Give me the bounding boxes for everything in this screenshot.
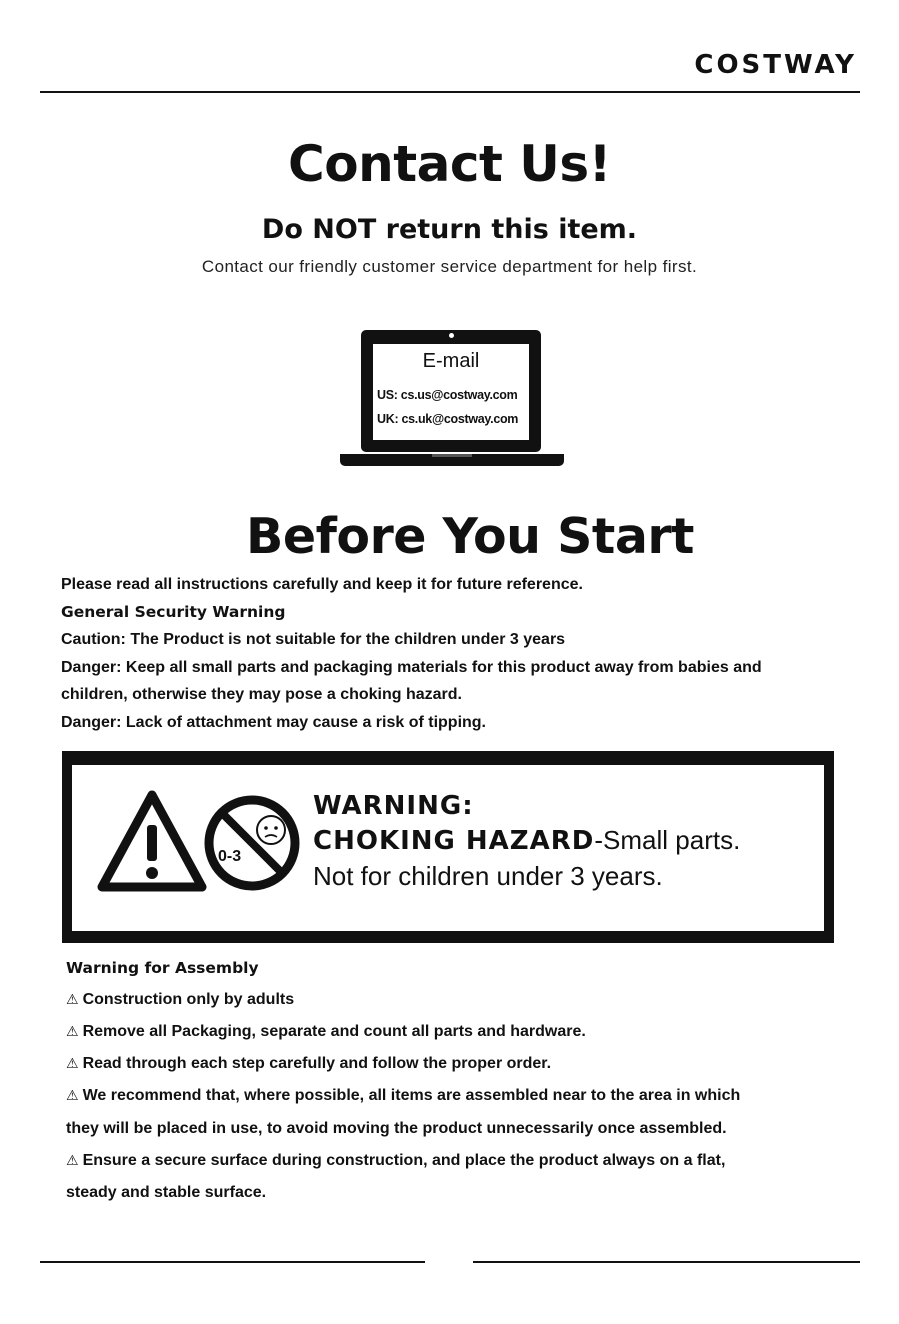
no-children-icon	[209, 800, 295, 886]
assembly-item: ⚠ Ensure a secure surface during construction, and place the product always on a flat,	[66, 1152, 726, 1169]
email-card	[373, 344, 529, 440]
danger-line: Danger: Keep all small parts and packaging materials for this product away from babies and	[61, 659, 762, 676]
email-us[interactable]: US: cs.us@costway.com	[377, 388, 518, 402]
do-not-return-heading: Do NOT return this item.	[261, 214, 638, 245]
brand-logo: COSTWAY	[694, 50, 857, 80]
choking-hazard-line	[313, 825, 740, 856]
danger-line-cont: children, otherwise they may pose a choking hazard.	[61, 686, 462, 703]
caution-line: Caution: The Product is not suitable for the children under 3 years	[61, 631, 566, 648]
email-uk[interactable]: UK: cs.uk@costway.com	[377, 412, 519, 426]
assembly-item: ⚠ We recommend that, where possible, all items are assembled near to the area in which	[66, 1087, 741, 1104]
warning-triangle-icon: ⚠	[66, 1153, 79, 1169]
before-you-start-title: Before You Start	[246, 508, 694, 565]
warning-icons	[72, 765, 302, 931]
warning-title: WARNING:	[313, 791, 474, 821]
warning-triangle-icon: ⚠	[66, 1024, 79, 1040]
warning-triangle-icon: ⚠	[66, 1056, 79, 1072]
assembly-item-cont: they will be placed in use, to avoid moving the product unnecessarily once assembled.	[66, 1120, 727, 1137]
contact-title: Contact Us!	[288, 135, 611, 193]
assembly-warning-heading: Warning for Assembly	[66, 959, 259, 977]
contact-note: Contact our friendly customer service department for help first.	[201, 257, 698, 276]
assembly-item: ⚠ Read through each step carefully and follow the proper order.	[66, 1055, 552, 1072]
warning-triangle-icon: ⚠	[66, 1088, 79, 1104]
warning-triangle-icon: ⚠	[66, 992, 79, 1008]
assembly-item-cont: steady and stable surface.	[66, 1184, 267, 1201]
small-parts-label: -Small parts.	[594, 825, 741, 855]
header-rule	[40, 91, 860, 93]
age-badge: 0-3	[218, 848, 242, 865]
email-title: E-mail	[422, 350, 480, 372]
choking-warning-box	[62, 751, 834, 943]
laptop-camera-icon	[449, 333, 454, 338]
assembly-item: ⚠ Construction only by adults	[66, 991, 295, 1008]
instruction-line: Please read all instructions carefully and keep it for future reference.	[61, 576, 583, 593]
choking-hazard-label: CHOKING HAZARD	[313, 826, 595, 856]
warning-box-inner	[72, 765, 824, 931]
assembly-item: ⚠ Remove all Packaging, separate and count all parts and hardware.	[66, 1023, 586, 1040]
laptop-notch	[432, 454, 472, 457]
age-note: Not for children under 3 years.	[313, 861, 663, 891]
laptop-screen	[361, 330, 541, 452]
tipping-line: Danger: Lack of attachment may cause a risk of tipping.	[61, 714, 486, 731]
security-warning-heading: General Security Warning	[61, 603, 286, 621]
footer-rule-left	[40, 1261, 425, 1263]
footer-rule-right	[473, 1261, 860, 1263]
exclamation-triangle-icon	[102, 795, 202, 887]
